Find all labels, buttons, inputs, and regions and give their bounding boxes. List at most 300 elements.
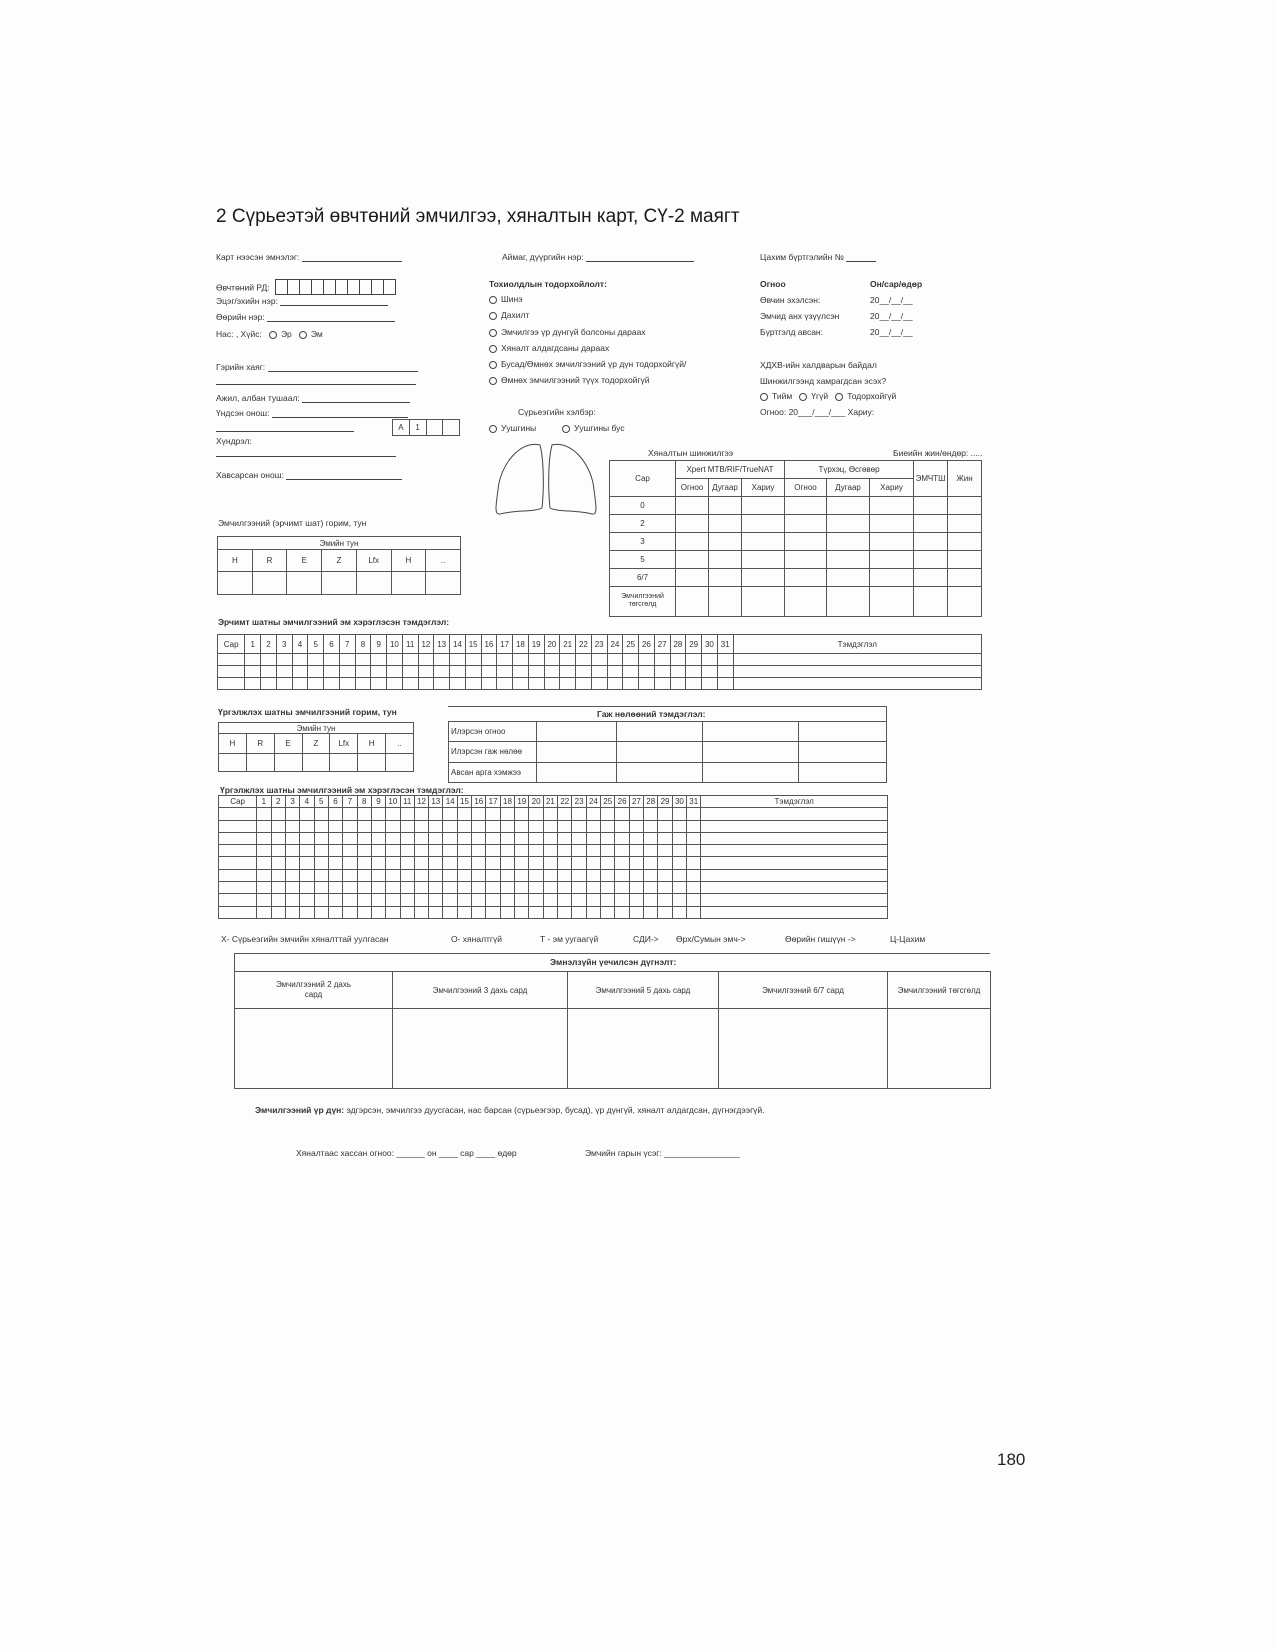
record-cell[interactable] <box>615 894 629 906</box>
record-cell[interactable] <box>576 666 592 678</box>
record-cell[interactable] <box>543 869 557 881</box>
cell[interactable] <box>742 514 785 532</box>
removed-date-field[interactable]: Хяналтаас хассан огноо: ______ он ____ сар ____ өдөр <box>296 1148 517 1158</box>
cell[interactable] <box>914 550 948 568</box>
cell[interactable] <box>948 568 982 586</box>
name-field[interactable] <box>216 312 395 322</box>
record-cell[interactable] <box>300 808 314 820</box>
record-cell[interactable] <box>314 906 328 918</box>
cell[interactable] <box>537 762 617 782</box>
record-cell[interactable] <box>658 820 672 832</box>
record-cell[interactable] <box>615 882 629 894</box>
address-field[interactable] <box>216 362 418 372</box>
record-cell[interactable] <box>586 820 600 832</box>
record-cell[interactable] <box>500 894 514 906</box>
lungs-icon[interactable] <box>490 440 600 520</box>
record-cell[interactable] <box>429 857 443 869</box>
record-cell[interactable] <box>601 845 615 857</box>
record-cell[interactable] <box>300 906 314 918</box>
record-cell[interactable] <box>285 882 299 894</box>
record-cell[interactable] <box>543 857 557 869</box>
record-cell[interactable] <box>219 869 257 881</box>
record-cell[interactable] <box>357 894 371 906</box>
record-cell[interactable] <box>371 869 385 881</box>
work-field[interactable] <box>216 393 410 403</box>
record-cell[interactable] <box>300 882 314 894</box>
record-cell[interactable] <box>465 654 481 666</box>
radio-icon[interactable] <box>799 393 807 401</box>
record-cell[interactable] <box>218 654 245 666</box>
record-cell[interactable] <box>418 654 434 666</box>
record-cell[interactable] <box>543 820 557 832</box>
record-cell[interactable] <box>414 845 428 857</box>
record-cell[interactable] <box>387 654 403 666</box>
record-cell[interactable] <box>285 906 299 918</box>
record-cell[interactable] <box>371 654 387 666</box>
record-cell[interactable] <box>481 654 497 666</box>
case-option[interactable] <box>489 294 523 304</box>
record-cell[interactable] <box>357 832 371 844</box>
record-cell[interactable] <box>529 832 543 844</box>
record-cell[interactable] <box>623 678 639 690</box>
icd-empty[interactable] <box>443 420 460 436</box>
record-cell[interactable] <box>515 882 529 894</box>
record-cell[interactable] <box>343 832 357 844</box>
cyber-reg-field[interactable] <box>760 252 876 262</box>
record-cell[interactable] <box>515 869 529 881</box>
conclusion-cell[interactable] <box>568 1009 719 1089</box>
cell[interactable] <box>827 514 870 532</box>
record-cell[interactable] <box>543 832 557 844</box>
record-cell[interactable] <box>586 845 600 857</box>
record-cell[interactable] <box>465 666 481 678</box>
record-cell[interactable] <box>414 882 428 894</box>
record-cell[interactable] <box>386 869 400 881</box>
record-cell[interactable] <box>219 882 257 894</box>
record-cell[interactable] <box>601 820 615 832</box>
cell[interactable] <box>742 568 785 586</box>
record-cell[interactable] <box>558 845 572 857</box>
record-cell[interactable] <box>285 820 299 832</box>
record-cell[interactable] <box>572 808 586 820</box>
record-cell[interactable] <box>314 894 328 906</box>
record-cell[interactable] <box>717 678 733 690</box>
record-cell[interactable] <box>701 894 888 906</box>
record-cell[interactable] <box>701 857 888 869</box>
record-cell[interactable] <box>672 845 686 857</box>
record-cell[interactable] <box>629 845 643 857</box>
cell[interactable] <box>703 762 799 782</box>
record-cell[interactable] <box>687 882 701 894</box>
record-cell[interactable] <box>572 820 586 832</box>
record-cell[interactable] <box>672 882 686 894</box>
cell[interactable] <box>785 514 827 532</box>
record-cell[interactable] <box>472 845 486 857</box>
record-cell[interactable] <box>402 678 418 690</box>
record-cell[interactable] <box>733 666 981 678</box>
record-cell[interactable] <box>386 857 400 869</box>
cell[interactable] <box>703 742 799 762</box>
record-cell[interactable] <box>400 857 414 869</box>
record-cell[interactable] <box>328 894 342 906</box>
record-cell[interactable] <box>271 882 285 894</box>
record-cell[interactable] <box>343 857 357 869</box>
record-cell[interactable] <box>529 894 543 906</box>
record-cell[interactable] <box>414 894 428 906</box>
cell[interactable] <box>870 586 914 616</box>
record-cell[interactable] <box>586 869 600 881</box>
record-cell[interactable] <box>400 808 414 820</box>
record-cell[interactable] <box>292 666 308 678</box>
record-cell[interactable] <box>357 906 371 918</box>
record-cell[interactable] <box>644 832 658 844</box>
record-cell[interactable] <box>500 869 514 881</box>
record-cell[interactable] <box>314 845 328 857</box>
record-cell[interactable] <box>644 906 658 918</box>
record-cell[interactable] <box>245 666 261 678</box>
record-cell[interactable] <box>486 808 500 820</box>
record-cell[interactable] <box>572 894 586 906</box>
cell[interactable] <box>676 532 709 550</box>
record-cell[interactable] <box>500 906 514 918</box>
record-cell[interactable] <box>292 678 308 690</box>
record-cell[interactable] <box>658 882 672 894</box>
record-cell[interactable] <box>472 808 486 820</box>
record-cell[interactable] <box>572 869 586 881</box>
record-cell[interactable] <box>285 832 299 844</box>
record-cell[interactable] <box>443 894 457 906</box>
record-cell[interactable] <box>324 678 340 690</box>
date-row-value[interactable]: 20__/__/__ <box>870 311 913 321</box>
record-cell[interactable] <box>513 678 529 690</box>
record-cell[interactable] <box>371 857 385 869</box>
record-cell[interactable] <box>443 808 457 820</box>
record-cell[interactable] <box>457 845 471 857</box>
cell[interactable] <box>827 550 870 568</box>
record-cell[interactable] <box>371 845 385 857</box>
male-radio[interactable] <box>269 331 277 339</box>
record-cell[interactable] <box>607 666 623 678</box>
record-cell[interactable] <box>457 808 471 820</box>
cell[interactable] <box>742 497 785 515</box>
record-cell[interactable] <box>443 832 457 844</box>
record-cell[interactable] <box>371 678 387 690</box>
record-cell[interactable] <box>429 882 443 894</box>
record-cell[interactable] <box>543 906 557 918</box>
record-cell[interactable] <box>615 906 629 918</box>
record-cell[interactable] <box>371 906 385 918</box>
record-cell[interactable] <box>343 869 357 881</box>
record-cell[interactable] <box>257 882 271 894</box>
record-cell[interactable] <box>457 820 471 832</box>
record-cell[interactable] <box>644 857 658 869</box>
record-cell[interactable] <box>257 832 271 844</box>
cell[interactable] <box>870 532 914 550</box>
record-cell[interactable] <box>314 882 328 894</box>
record-cell[interactable] <box>601 857 615 869</box>
record-cell[interactable] <box>639 666 655 678</box>
record-cell[interactable] <box>400 882 414 894</box>
record-cell[interactable] <box>586 808 600 820</box>
cell[interactable] <box>870 514 914 532</box>
record-cell[interactable] <box>257 906 271 918</box>
record-cell[interactable] <box>285 845 299 857</box>
record-cell[interactable] <box>400 906 414 918</box>
record-cell[interactable] <box>328 845 342 857</box>
cell[interactable] <box>676 568 709 586</box>
record-cell[interactable] <box>261 654 277 666</box>
cell[interactable] <box>617 722 703 742</box>
date-row-value[interactable]: 20__/__/__ <box>870 295 913 305</box>
record-cell[interactable] <box>271 869 285 881</box>
record-cell[interactable] <box>339 678 355 690</box>
record-cell[interactable] <box>658 906 672 918</box>
cell[interactable] <box>948 532 982 550</box>
record-cell[interactable] <box>701 882 888 894</box>
record-cell[interactable] <box>529 845 543 857</box>
cell[interactable] <box>709 568 742 586</box>
record-cell[interactable] <box>414 906 428 918</box>
record-cell[interactable] <box>386 845 400 857</box>
cell[interactable] <box>703 722 799 742</box>
record-cell[interactable] <box>486 845 500 857</box>
cell[interactable] <box>676 497 709 515</box>
record-cell[interactable] <box>586 857 600 869</box>
record-cell[interactable] <box>386 906 400 918</box>
record-cell[interactable] <box>285 808 299 820</box>
date-row-value[interactable]: 20__/__/__ <box>870 327 913 337</box>
conclusion-cell[interactable] <box>235 1009 393 1089</box>
record-cell[interactable] <box>387 666 403 678</box>
record-cell[interactable] <box>343 808 357 820</box>
record-cell[interactable] <box>672 832 686 844</box>
record-cell[interactable] <box>429 808 443 820</box>
record-cell[interactable] <box>308 678 324 690</box>
record-cell[interactable] <box>528 666 544 678</box>
record-cell[interactable] <box>355 678 371 690</box>
record-cell[interactable] <box>357 857 371 869</box>
radio-icon[interactable] <box>489 296 497 304</box>
record-cell[interactable] <box>658 857 672 869</box>
record-cell[interactable] <box>560 666 576 678</box>
record-cell[interactable] <box>357 882 371 894</box>
record-cell[interactable] <box>465 678 481 690</box>
record-cell[interactable] <box>701 832 888 844</box>
record-cell[interactable] <box>601 882 615 894</box>
cell[interactable] <box>709 514 742 532</box>
record-cell[interactable] <box>371 666 387 678</box>
record-cell[interactable] <box>615 820 629 832</box>
cell[interactable] <box>827 497 870 515</box>
cell[interactable] <box>676 550 709 568</box>
cell[interactable] <box>948 514 982 532</box>
record-cell[interactable] <box>300 820 314 832</box>
record-cell[interactable] <box>472 894 486 906</box>
record-cell[interactable] <box>219 845 257 857</box>
radio-icon[interactable] <box>489 345 497 353</box>
cell[interactable] <box>914 497 948 515</box>
radio-icon[interactable] <box>562 425 570 433</box>
record-cell[interactable] <box>529 882 543 894</box>
record-cell[interactable] <box>434 666 450 678</box>
record-cell[interactable] <box>371 832 385 844</box>
record-cell[interactable] <box>300 832 314 844</box>
record-cell[interactable] <box>324 654 340 666</box>
record-cell[interactable] <box>314 832 328 844</box>
radio-icon[interactable] <box>835 393 843 401</box>
record-cell[interactable] <box>443 820 457 832</box>
hiv-date-result[interactable]: Огноо: 20___/___/___ Хариу: <box>760 407 875 417</box>
cell[interactable] <box>870 497 914 515</box>
record-cell[interactable] <box>607 678 623 690</box>
dose-cell[interactable] <box>322 572 357 595</box>
record-cell[interactable] <box>515 857 529 869</box>
record-cell[interactable] <box>357 808 371 820</box>
record-cell[interactable] <box>572 882 586 894</box>
record-cell[interactable] <box>615 845 629 857</box>
record-cell[interactable] <box>414 808 428 820</box>
record-cell[interactable] <box>654 654 670 666</box>
extra-pulmonary-option[interactable] <box>562 423 625 433</box>
record-cell[interactable] <box>670 666 686 678</box>
diagnosis-line2[interactable] <box>216 431 354 432</box>
record-cell[interactable] <box>701 906 888 918</box>
record-cell[interactable] <box>572 906 586 918</box>
record-cell[interactable] <box>245 654 261 666</box>
cell[interactable] <box>914 586 948 616</box>
record-cell[interactable] <box>472 882 486 894</box>
record-cell[interactable] <box>500 882 514 894</box>
record-cell[interactable] <box>219 832 257 844</box>
dose-cell[interactable] <box>391 572 426 595</box>
record-cell[interactable] <box>343 906 357 918</box>
record-cell[interactable] <box>285 869 299 881</box>
comorbid-field[interactable] <box>216 470 402 480</box>
record-cell[interactable] <box>457 882 471 894</box>
record-cell[interactable] <box>457 857 471 869</box>
record-cell[interactable] <box>687 845 701 857</box>
record-cell[interactable] <box>670 654 686 666</box>
record-cell[interactable] <box>629 869 643 881</box>
case-option[interactable] <box>489 375 650 385</box>
case-option[interactable] <box>489 310 529 320</box>
record-cell[interactable] <box>615 808 629 820</box>
cell[interactable] <box>785 550 827 568</box>
record-cell[interactable] <box>717 666 733 678</box>
record-cell[interactable] <box>558 894 572 906</box>
record-cell[interactable] <box>443 882 457 894</box>
record-cell[interactable] <box>601 808 615 820</box>
record-cell[interactable] <box>343 882 357 894</box>
record-cell[interactable] <box>558 857 572 869</box>
record-cell[interactable] <box>515 845 529 857</box>
icd-code-boxes[interactable] <box>392 419 460 436</box>
record-cell[interactable] <box>371 894 385 906</box>
record-cell[interactable] <box>615 869 629 881</box>
record-cell[interactable] <box>515 808 529 820</box>
record-cell[interactable] <box>586 832 600 844</box>
record-cell[interactable] <box>271 906 285 918</box>
record-cell[interactable] <box>702 666 718 678</box>
cell[interactable] <box>914 514 948 532</box>
rd-field[interactable] <box>216 279 396 297</box>
radio-icon[interactable] <box>489 312 497 320</box>
surname-field[interactable] <box>216 296 388 306</box>
dose-cell[interactable] <box>358 754 386 772</box>
record-cell[interactable] <box>686 678 702 690</box>
record-cell[interactable] <box>357 869 371 881</box>
record-cell[interactable] <box>400 832 414 844</box>
record-cell[interactable] <box>457 869 471 881</box>
cell[interactable] <box>785 532 827 550</box>
record-cell[interactable] <box>560 678 576 690</box>
record-cell[interactable] <box>544 654 560 666</box>
dose-cell[interactable] <box>386 754 414 772</box>
record-cell[interactable] <box>257 894 271 906</box>
record-cell[interactable] <box>339 654 355 666</box>
record-cell[interactable] <box>701 869 888 881</box>
record-cell[interactable] <box>586 906 600 918</box>
record-cell[interactable] <box>601 894 615 906</box>
cell[interactable] <box>870 550 914 568</box>
record-cell[interactable] <box>572 845 586 857</box>
record-cell[interactable] <box>271 820 285 832</box>
record-cell[interactable] <box>400 869 414 881</box>
record-cell[interactable] <box>371 820 385 832</box>
record-cell[interactable] <box>328 808 342 820</box>
record-cell[interactable] <box>629 894 643 906</box>
record-cell[interactable] <box>343 845 357 857</box>
record-cell[interactable] <box>355 654 371 666</box>
record-cell[interactable] <box>324 666 340 678</box>
record-cell[interactable] <box>601 869 615 881</box>
record-cell[interactable] <box>515 906 529 918</box>
record-cell[interactable] <box>500 845 514 857</box>
record-cell[interactable] <box>219 906 257 918</box>
record-cell[interactable] <box>276 678 292 690</box>
record-cell[interactable] <box>257 820 271 832</box>
dose-cell[interactable] <box>218 572 253 595</box>
record-cell[interactable] <box>357 820 371 832</box>
record-cell[interactable] <box>486 857 500 869</box>
record-cell[interactable] <box>687 906 701 918</box>
cell[interactable] <box>742 550 785 568</box>
record-cell[interactable] <box>285 857 299 869</box>
rd-boxes[interactable] <box>276 279 396 297</box>
record-cell[interactable] <box>328 820 342 832</box>
record-cell[interactable] <box>328 906 342 918</box>
record-cell[interactable] <box>257 845 271 857</box>
cell[interactable] <box>709 497 742 515</box>
record-cell[interactable] <box>576 654 592 666</box>
record-cell[interactable] <box>292 654 308 666</box>
record-cell[interactable] <box>434 678 450 690</box>
record-cell[interactable] <box>558 820 572 832</box>
record-cell[interactable] <box>672 820 686 832</box>
case-option[interactable] <box>489 343 609 353</box>
record-cell[interactable] <box>733 678 981 690</box>
severity-line[interactable] <box>216 456 396 457</box>
case-option[interactable] <box>489 327 646 337</box>
record-cell[interactable] <box>486 832 500 844</box>
cell[interactable] <box>617 742 703 762</box>
radio-icon[interactable] <box>489 425 497 433</box>
record-cell[interactable] <box>355 666 371 678</box>
record-cell[interactable] <box>672 869 686 881</box>
dose-cell[interactable] <box>287 572 322 595</box>
cell[interactable] <box>676 586 709 616</box>
record-cell[interactable] <box>386 808 400 820</box>
